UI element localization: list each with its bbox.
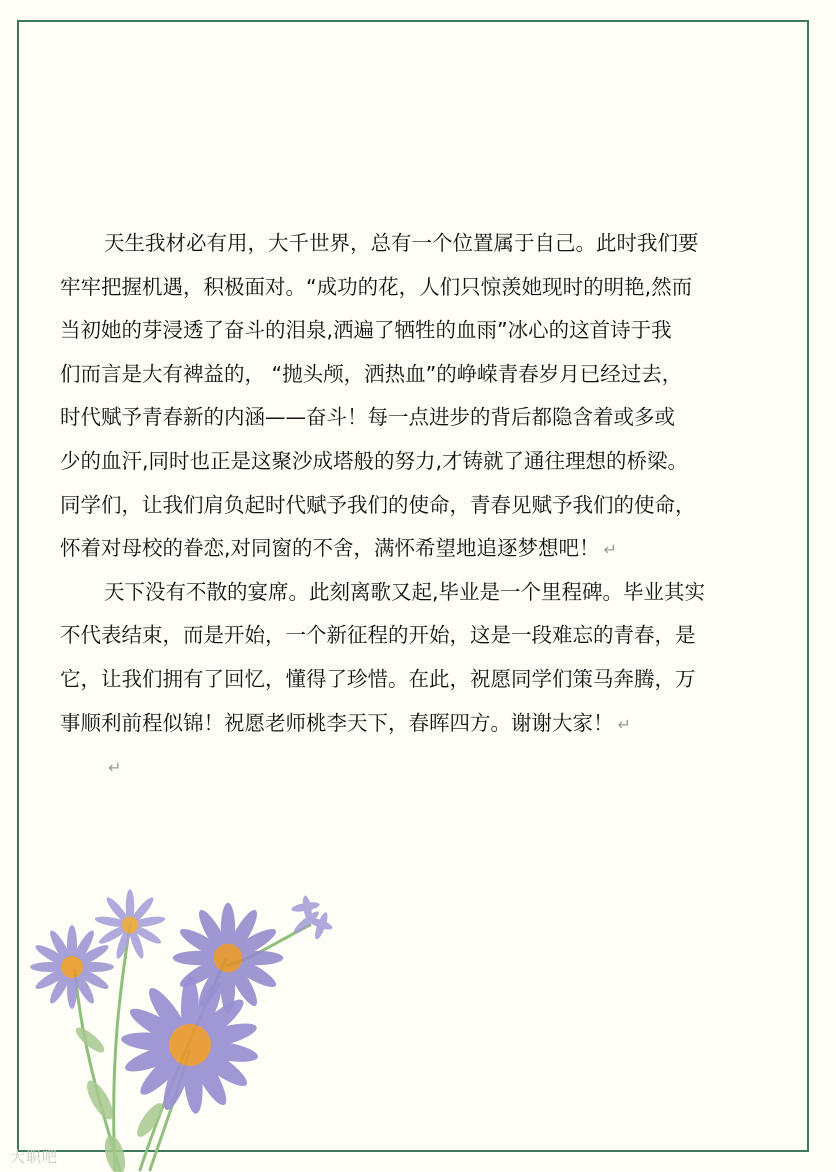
text-line-with-mark (60, 702, 760, 746)
text-line: 天生我材必有用，大千世界，总有一个位置属于自己。此时我们要 (104, 231, 699, 255)
paragraph-mark-icon: ↵ (617, 714, 631, 734)
text-line: 事顺利前程似锦！祝愿老师桃李天下，春晖四方。谢谢大家！ (60, 710, 614, 735)
paragraph-mark-icon: ↵ (108, 758, 122, 778)
text-line: 们而言是大有裨益的， “抛头颅，洒热血”的峥嵘青春岁月已经过去， (60, 361, 683, 386)
speech-text (60, 222, 760, 789)
daisy-illustration (0, 870, 360, 1172)
text-line: 怀着对母校的眷恋,对同窗的不舍，满怀希望地追逐梦想吧！ (60, 536, 600, 561)
text-line: 不代表结束，而是开始，一个新征程的开始，这是一段难忘的青春，是 (60, 623, 696, 648)
daisy-flower-icon (30, 925, 114, 1009)
paragraph-mark-icon: ↵ (603, 540, 617, 560)
text-line: 牢牢把握机遇，积极面对。“成功的花，人们只惊羡她现时的明艳,然而 (60, 274, 693, 299)
empty-line (60, 745, 760, 789)
text-line: 少的血汗,同时也正是这聚沙成塔般的努力,才铸就了通往理想的桥梁。 (60, 448, 689, 473)
text-line-with-mark (60, 527, 760, 571)
watermark-text: 大职吧 (10, 1148, 59, 1166)
text-line: 当初她的芽浸透了奋斗的泪泉,洒遍了牺牲的血雨”冰心的这首诗于我 (60, 318, 672, 343)
text-line: 时代赋予青春新的内涵——奋斗！每一点进步的背后都隐含着或多或 (60, 405, 675, 430)
text-line: 天下没有不散的宴席。此刻离歌又起,毕业是一个里程碑。毕业其实 (104, 579, 706, 604)
text-line: 同学们，让我们肩负起时代赋予我们的使命，青春见赋予我们的使命， (60, 492, 696, 517)
text-line: 它，让我们拥有了回忆，懂得了珍惜。在此，祝愿同学们策马奔腾，万 (60, 666, 696, 691)
